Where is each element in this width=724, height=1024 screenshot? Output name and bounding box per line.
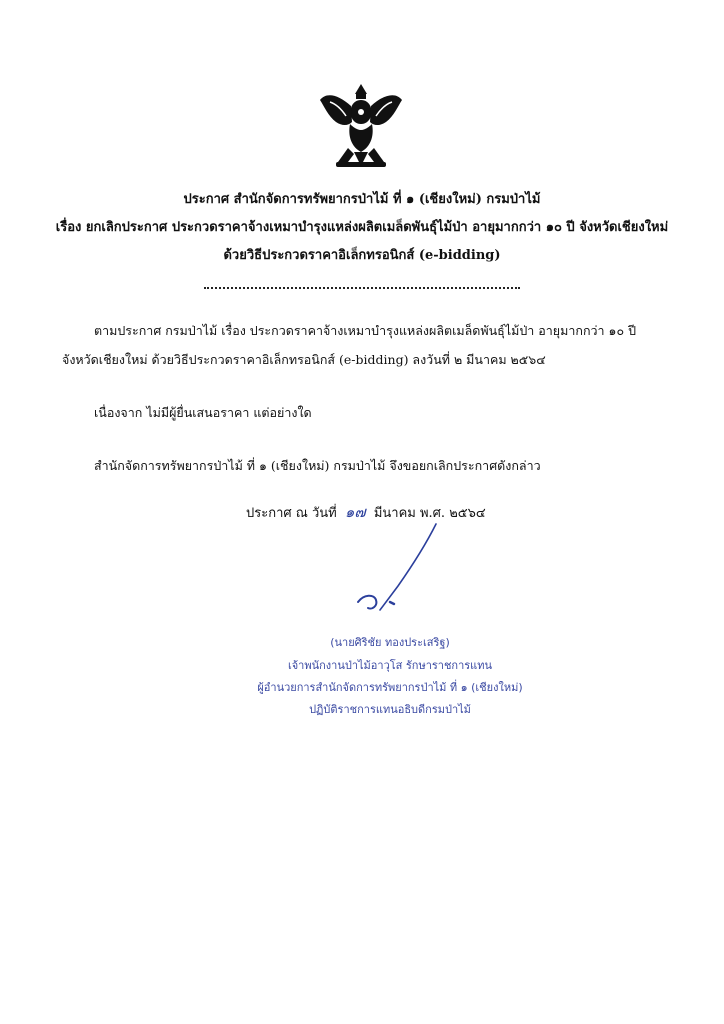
header-subject: เรื่อง ยกเลิกประกาศ ประกวดราคาจ้างเหมาบำรุงแหล่งผลิตเมล็ดพันธุ์ไม้ป่า อายุมากกว่า ๑๐ ปี จังหวัดเชียงใหม่: [55, 220, 669, 235]
dotted-divider: [204, 283, 520, 289]
body-para1-line2: จังหวัดเชียงใหม่ ด้วยวิธีประกวดราคาอิเล็กทรอนิกส์ (e-bidding) ลงวันที่ ๒ มีนาคม ๒๕๖๔: [62, 352, 546, 367]
signatory-office: ผู้อำนวยการสำนักจัดการทรัพยากรป่าไม้ ที่ ๑ (เชียงใหม่): [257, 681, 523, 694]
body-para2: เนื่องจาก ไม่มีผู้ยื่นเสนอราคา แต่อย่างใด: [94, 405, 312, 420]
header-title: ประกาศ สำนักจัดการทรัพยากรป่าไม้ ที่ ๑ (เชียงใหม่) กรมป่าไม้: [183, 192, 541, 207]
header-method: ด้วยวิธีประกวดราคาอิเล็กทรอนิกส์ (e-bidding): [223, 248, 501, 263]
signatory-authority: ปฏิบัติราชการแทนอธิบดีกรมป่าไม้: [309, 703, 471, 716]
date-suffix: มีนาคม พ.ศ. ๒๕๖๔: [373, 506, 486, 521]
signatory-position: เจ้าพนักงานป่าไม้อาวุโส รักษาราชการแทน: [287, 659, 493, 672]
garuda-emblem-icon: [316, 76, 406, 176]
date-day: ๑๗: [344, 503, 366, 521]
handwritten-signature: [340, 520, 450, 620]
date-prefix: ประกาศ ณ วันที่: [246, 506, 337, 521]
body-para3: สำนักจัดการทรัพยากรป่าไม้ ที่ ๑ (เชียงใหม่) กรมป่าไม้ จึงขอยกเลิกประกาศดังกล่าว: [94, 458, 541, 473]
signatory-name: (นายศิริชัย ทองประเสริฐ): [330, 636, 450, 649]
body-para1-line1: ตามประกาศ กรมป่าไม้ เรื่อง ประกวดราคาจ้างเหมาบำรุงแหล่งผลิตเมล็ดพันธุ์ไม้ป่า อายุมากกว่า ๑๐ ปี: [94, 323, 636, 338]
